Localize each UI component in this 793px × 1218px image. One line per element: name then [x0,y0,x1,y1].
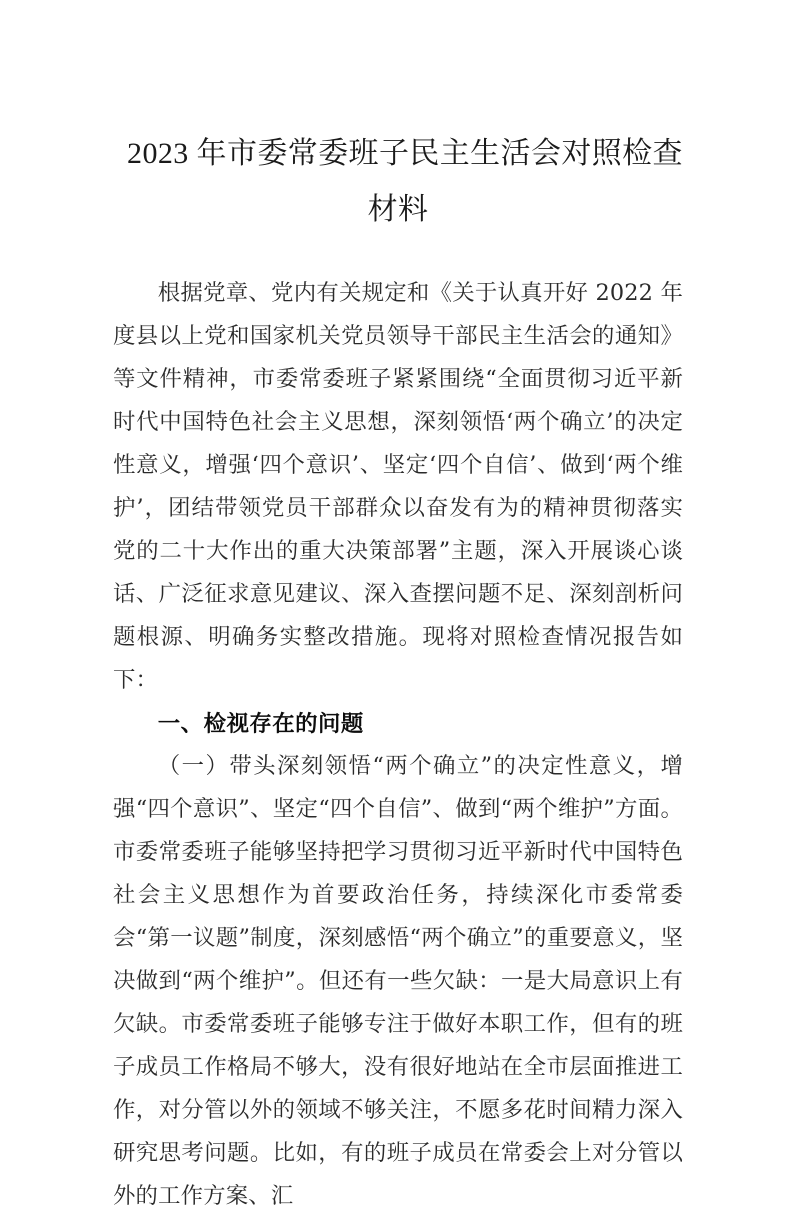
page-title-line-2: 材料 [367,193,429,226]
page-title-line-1: 2023 年市委常委班子民主生活会对照检查 [127,137,683,170]
subsection-paragraph-1: （一）带头深刻领悟“两个确立”的决定性意义，增强“四个意识”、坚定“四个自信”、做到“两个维护”方面。市委常委班子能够坚持把学习贯彻习近平新时代中国特色社会主义思想作为首要政治任务，持续深化市委常委会“第一议题”制度，深刻感悟“两个确立”的重要意义，坚决做到“两个维护”。但还有一些欠缺：一是大局意识上有欠缺。市委常委班子能够专注于做好本职工作，但有的班子成员工作格局不够大，没有很好地站在全市层面推进工作，对分管以外的领域不够关注，不愿多花时间精力深入研究思考问题。比如，有的班子成员在常委会上对分管以外的工作方案、汇 [113,753,683,1209]
page-title [113,0,683,238]
section-heading-1: 一、检视存在的问题 [157,711,364,736]
intro-paragraph: 根据党章、党内有关规定和《关于认真开好 2022 年度县以上党和国家机关党员领导干部民主生活会的通知》等文件精神，市委常委班子紧紧围绕“全面贯彻习近平新时代中国特色社会主义思想，深刻领悟‘两个确立’的决定性意义，增强‘四个意识’、坚定‘四个自信’、做到‘两个维护’，团结带领党员干部群众以奋发有为的精神贯彻落实党的二十大作出的重大决策部署”主题，深入开展谈心谈话、广泛征求意见建议、深入查摆问题不足、深刻剖析问题根源、明确务实整改措施。现将对照检查情况报告如下： [113,280,683,693]
document-content-column [113,0,683,1218]
